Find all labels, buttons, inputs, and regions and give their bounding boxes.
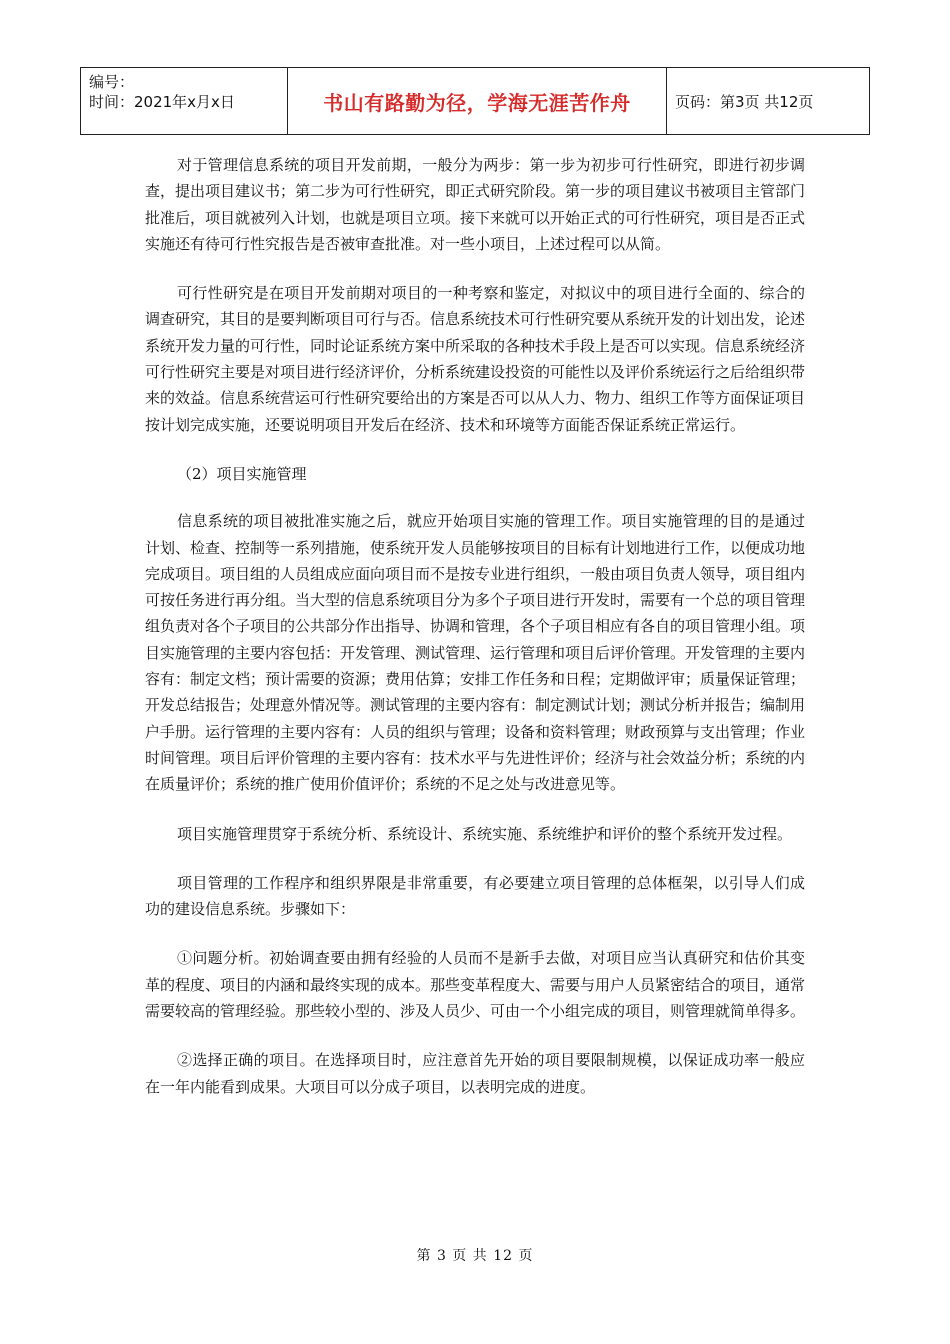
header-left-cell bbox=[81, 68, 288, 135]
paragraph-management-framework: 项目管理的工作程序和组织界限是非常重要，有必要建立项目管理的总体框架，以引导人们成功的建设信息系统。步骤如下： bbox=[145, 873, 805, 919]
motto-text: 书山有路勤为径，学海无涯苦作舟 bbox=[323, 90, 631, 115]
header-page-cell bbox=[667, 68, 870, 135]
document-body bbox=[145, 152, 805, 1123]
section-heading-project-implementation: （2）项目实施管理 bbox=[177, 464, 307, 483]
paragraph-feasibility-study: 可行性研究是在项目开发前期对项目的一种考察和鉴定，对拟议中的项目进行全面的、综合的调查研究，其目的是要判断项目可行与否。信息系统技术可行性研究要从系统开发的计划出发，论述系统开发力量的可行性，同时论证系统方案中所采取的各种技术手段上是否可以实现。信息系统经济可行性研究主要是对项目进行经济评价，分析系统建设投资的可能性以及评价系统运行之后给组织带来的效益。信息系统营运可行性研究要给出的方案是否可以从人力、物力、组织工作等方面保证项目按计划完成实施，还要说明项目开发后在经济、技术和环境等方面能否保证系统正常运行。 bbox=[145, 284, 806, 434]
number-label: 编号： bbox=[89, 73, 135, 91]
header-motto-cell bbox=[288, 68, 667, 135]
page-footer: 第 3 页 共 12 页 bbox=[416, 1248, 534, 1264]
page-label: 页码：第3页 共12页 bbox=[675, 92, 814, 111]
time-label: 时间：2021年x月x日 bbox=[89, 93, 235, 111]
paragraph-implementation-management: 信息系统的项目被批准实施之后，就应开始项目实施的管理工作。项目实施管理的目的是通过计划、检查、控制等一系列措施，使系统开发人员能够按项目的目标有计划地进行工作，以便成功地完成项目。项目组的人员组成应面向项目而不是按专业进行组织，一般由项目负责人领导，项目组内可按任务进行再分组。当大型的信息系统项目分为多个子项目进行开发时，需要有一个总的项目管理组负责对各个子项目的公共部分作出指导、协调和管理，各个子项目相应有各自的项目管理小组。项目实施管理的主要内容包括：开发管理、测试管理、运行管理和项目后评价管理。开发管理的主要内容有：制定文档；预计需要的资源；费用估算；安排工作任务和日程；定期做评审；质量保证管理；开发总结报告；处理意外情况等。测试管理的主要内容有：制定测试计划；测试分析并报告；编制用户手册。运行管理的主要内容有：人员的组织与管理；设备和资料管理；财政预算与支出管理；作业时间管理。项目后评价管理的主要内容有：技术水平与先进性评价；经济与社会效益分析；系统的内在质量评价；系统的推广使用价值评价；系统的不足之处与改进意见等。 bbox=[145, 512, 806, 794]
paragraph-step-problem-analysis: ①问题分析。初始调查要由拥有经验的人员而不是新手去做，对项目应当认真研究和估价其变革的程度、项目的内涵和最终实现的成本。那些变革程度大、需要与用户人员紧密结合的项目，通常需要较高的管理经验。那些较小型的、涉及人员少、可由一个小组完成的项目，则管理就简单得多。 bbox=[145, 949, 806, 1021]
header-table bbox=[80, 67, 870, 135]
paragraph-feasibility-steps: 对于管理信息系统的项目开发前期，一般分为两步：第一步为初步可行性研究，即进行初步调查，提出项目建议书；第二步为可行性研究，即正式研究阶段。第一步的项目建议书被项目主管部门批准后，项目就被列入计划，也就是项目立项。接下来就可以开始正式的可行性研究，项目是否正式实施还有待可行性究报告是否被审查批准。对一些小项目，上述过程可以从简。 bbox=[145, 156, 806, 253]
paragraph-management-throughout: 项目实施管理贯穿于系统分析、系统设计、系统实施、系统维护和评价的整个系统开发过程。 bbox=[177, 824, 793, 843]
paragraph-step-select-project: ②选择正确的项目。在选择项目时，应注意首先开始的项目要限制规模，以保证成功率一般应在一年内能看到成果。大项目可以分成子项目，以表明完成的进度。 bbox=[145, 1051, 805, 1096]
